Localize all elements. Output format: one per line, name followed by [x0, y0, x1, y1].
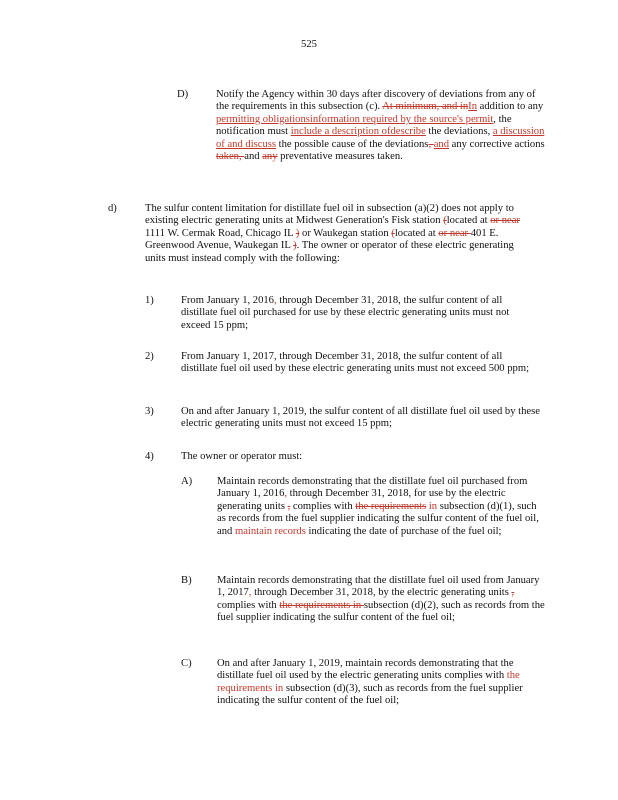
deleted-text: (: [443, 215, 447, 227]
item-text: [181, 406, 541, 431]
text-segment: complies with: [290, 500, 356, 512]
revised-text: in: [426, 500, 438, 512]
text-segment: any corrective actions: [449, 138, 545, 150]
item-label: A): [181, 476, 193, 487]
item-label: 3): [145, 406, 154, 417]
text-segment: through December 31, 2018, for use by the electric generating units: [217, 488, 506, 512]
page-number: 525: [301, 39, 317, 50]
text-segment: The sulfur content limitation for distillate fuel oil in subsection (a)(2) does not apply to existing electric generating units at Midwest Generation's Fisk station: [145, 203, 514, 227]
item-text: [217, 575, 547, 625]
item-text: [217, 476, 547, 538]
revised-text: ,: [284, 488, 288, 500]
deleted-text: ,: [428, 138, 434, 150]
inserted-text: include a description of: [290, 126, 391, 138]
text-segment: The owner or operator must:: [181, 451, 303, 462]
text-segment: through December 31, 2018, the sulfur content of all distillate fuel oil purchased for use by these electric generating units must not exceed 15 ppm;: [181, 295, 510, 331]
deleted-text: ): [295, 227, 300, 239]
item-label: D): [177, 89, 189, 100]
text-segment: . The owner or operator of these electric generating units must instead comply with the following:: [145, 240, 514, 264]
inserted-text: a discussion of and discuss: [216, 126, 545, 150]
item-label: d): [108, 203, 117, 214]
text-segment: through December 31, 2018, by the electric generating units: [251, 587, 512, 599]
inserted-text: permitting obligations: [216, 113, 310, 125]
text-segment: On and after January 1, 2019, maintain records demonstrating that the distillate fuel oil used by the electric generating units complies with: [217, 658, 514, 682]
deleted-text: or near: [490, 215, 520, 227]
deleted-text: the requirements: [355, 500, 427, 512]
revised-text: maintain records: [234, 525, 306, 537]
text-segment: preventative measures taken.: [277, 151, 403, 163]
text-segment: the deviations,: [425, 126, 493, 138]
text-segment: or Waukegan station: [299, 227, 392, 239]
inserted-text: and: [433, 138, 450, 150]
text-segment: From January 1, 2017, through December 31, 2018, the sulfur content of all distillate fuel oil used by these electric generating units must not exceed 500 ppm;: [181, 351, 530, 375]
revised-text: ,: [273, 295, 277, 306]
item-text: [181, 451, 541, 463]
text-segment: Maintain records demonstrating that the distillate fuel oil used from January 1, 2017: [217, 575, 540, 599]
text-segment: Maintain records demonstrating that the distillate fuel oil purchased from January 1, 2016: [217, 476, 528, 500]
deleted-text: At minimum, and in: [382, 101, 469, 113]
text-segment: , the notification must: [216, 113, 512, 138]
item-text: [181, 351, 541, 376]
item-text: [145, 203, 525, 265]
inserted-text: describe: [390, 126, 426, 138]
text-segment: indicating the date of purchase of the fuel oil;: [305, 525, 502, 537]
text-segment: Notify the Agency within 30 days after discovery of deviations from any of the requirements in this subsection (c).: [216, 89, 536, 113]
text-segment: located at: [394, 227, 439, 239]
deleted-text: any: [262, 151, 278, 163]
deleted-text: ,: [287, 500, 291, 512]
text-segment: From January 1, 2016: [181, 295, 274, 306]
item-label: B): [181, 575, 192, 586]
text-segment: subsection (d)(3), such as records from the fuel supplier indicating the sulfur content of the fuel oil;: [217, 682, 523, 707]
deleted-text: taken,: [216, 151, 245, 163]
text-segment: and: [244, 151, 263, 163]
text-segment: On and after January 1, 2019, the sulfur content of all distillate fuel oil used by these electric generating units must not exceed 15 ppm;: [181, 406, 540, 430]
item-text: [216, 89, 546, 163]
text-segment: subsection (d)(1), such as records from the fuel supplier indicating the sulfur content of the fuel oil, and: [217, 500, 539, 537]
deleted-text: ): [293, 240, 297, 252]
inserted-text: In: [468, 101, 477, 113]
item-label: 4): [145, 451, 154, 462]
item-label: 2): [145, 351, 154, 362]
item-label: C): [181, 658, 192, 669]
inserted-text: information required by the source's permit: [309, 113, 494, 125]
text-segment: the possible cause of the deviations: [276, 138, 429, 150]
deleted-text: the requirements in: [279, 599, 364, 611]
deleted-text: or near: [438, 227, 471, 239]
revised-text: ,: [248, 587, 252, 599]
text-segment: located at: [446, 215, 491, 227]
deleted-text: (: [391, 227, 395, 239]
revised-text: the requirements in: [217, 670, 520, 694]
text-segment: subsection (d)(2), such as records from the fuel supplier indicating the sulfur content of the fuel oil;: [217, 599, 545, 624]
item-text: [217, 658, 547, 708]
text-segment: complies with: [217, 599, 280, 611]
item-text: [181, 295, 541, 332]
item-label: 1): [145, 295, 154, 306]
text-segment: addition to any: [477, 101, 544, 113]
text-segment: 1111 W. Cermak Road, Chicago IL: [145, 227, 296, 239]
text-segment: 401 E. Greenwood Avenue, Waukegan IL: [145, 227, 499, 252]
deleted-text: ,: [511, 587, 515, 599]
